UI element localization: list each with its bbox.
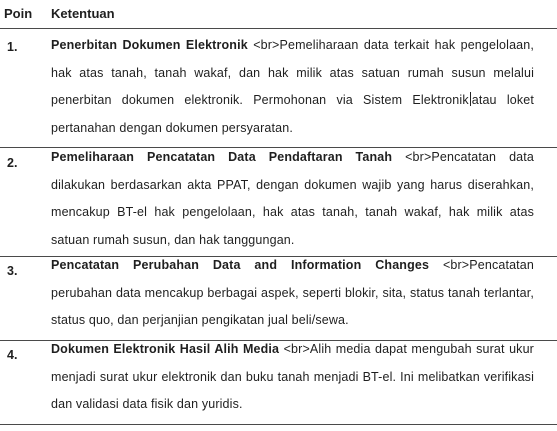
row-body: <br>Pencatatan data dilakukan berdasarkan akta PPAT, dengan dokumen wajib yang harus diserahkan, mencakup BT-el hak pengelolaan, hak atas tanah, tanah wakaf, hak milik atas satuan rumah susun, dan hak tanggungan. [51,150,534,247]
table-row-1 [0,29,557,148]
row-body: <br>Alih media dapat mengubah surat ukur menjadi surat ukur elektronik dan buku tanah menjadi BT-el. Ini melibatkan verifikasi dan validasi data fisik dan yuridis. [51,342,534,411]
row-body: <br>Pencatatan perubahan data mencakup berbagai aspek, seperti blokir, sita, status tanah terlantar, status quo, dan perjanjian pengikatan jual beli/sewa. [51,258,535,327]
row-text[interactable] [51,32,534,142]
table-row-4 [0,341,557,425]
table-row-3 [0,257,557,341]
text-cursor [470,92,471,106]
row-number: 3. [7,264,18,278]
row-number: 2. [7,156,18,170]
table-row-2 [0,148,557,257]
row-text[interactable] [51,144,534,254]
row-title: Pencatatan Perubahan Data and Information Changes [51,258,430,272]
table-header [0,0,557,29]
row-number: 4. [7,348,18,362]
row-title: Penerbitan Dokumen Elektronik [51,38,248,52]
row-text[interactable] [51,252,534,335]
row-number: 1. [7,40,18,54]
row-body-continued: atau loket pertanahan dengan dokumen persyaratan. [51,93,534,135]
header-poin: Poin [4,6,33,21]
row-text[interactable] [51,336,534,419]
row-title: Dokumen Elektronik Hasil Alih Media [51,342,280,356]
row-body: <br>Pemeliharaan data terkait hak pengelolaan, hak atas tanah, tanah wakaf, dan hak milik atas satuan rumah susun melalui penerbitan dokumen elektronik. Permohonan via Sistem Elektronik [51,38,534,107]
header-ketentuan: Ketentuan [51,6,115,21]
row-title: Pemeliharaan Pencatatan Data Pendaftaran Tanah [51,150,393,164]
